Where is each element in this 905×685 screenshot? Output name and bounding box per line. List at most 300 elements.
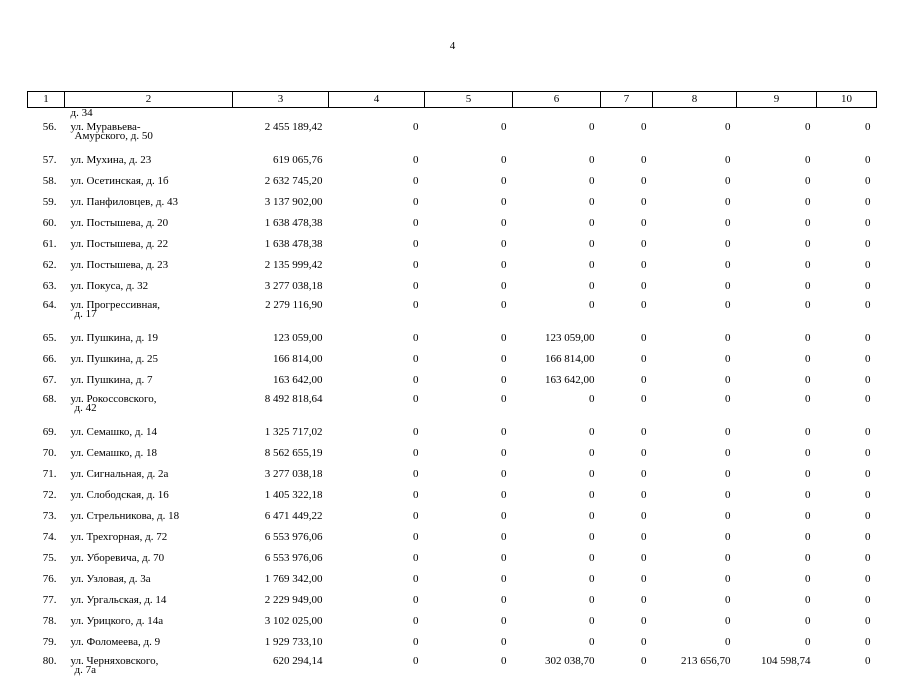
value-cell: 0: [601, 444, 653, 465]
value-cell: 0: [653, 256, 737, 277]
value-cell: 0: [817, 329, 877, 350]
value-cell: 0: [601, 277, 653, 298]
value-cell: 1 405 322,18: [233, 486, 329, 507]
value-cell: 0: [601, 172, 653, 193]
value-cell: 0: [737, 329, 817, 350]
page-number: 4: [0, 40, 905, 52]
value-cell: 0: [425, 633, 513, 654]
value-cell: 166 814,00: [233, 350, 329, 371]
table-row: [28, 570, 877, 591]
address-line: ул. Панфиловцев, д. 43: [71, 196, 233, 208]
value-cell: 0: [601, 298, 653, 329]
table-row: [28, 298, 877, 329]
address-cell: [65, 444, 233, 465]
value-cell: 0: [513, 591, 601, 612]
column-header: 6: [513, 92, 601, 108]
value-cell: 213 656,70: [653, 654, 737, 685]
table-row: [28, 507, 877, 528]
address-line: ул. Мухина, д. 23: [71, 154, 233, 166]
value-cell: 0: [817, 193, 877, 214]
value-cell: 0: [817, 298, 877, 329]
column-number-header-row: [28, 92, 877, 108]
table-row: [28, 528, 877, 549]
row-number: 65.: [28, 329, 65, 350]
value-cell: 0: [817, 507, 877, 528]
row-number: 76.: [28, 570, 65, 591]
value-cell: 0: [817, 151, 877, 172]
address-cell: [65, 329, 233, 350]
address-cell: [65, 235, 233, 256]
address-cell: [65, 214, 233, 235]
value-cell: 0: [329, 235, 425, 256]
value-cell: 0: [513, 120, 601, 151]
table-row: [28, 235, 877, 256]
value-cell: 0: [425, 444, 513, 465]
value-cell: 0: [601, 612, 653, 633]
table-row: [28, 329, 877, 350]
row-number: 61.: [28, 235, 65, 256]
row-number: 68.: [28, 392, 65, 423]
address-cell: [65, 612, 233, 633]
value-cell: 0: [425, 612, 513, 633]
table-row: [28, 591, 877, 612]
value-cell: 0: [601, 329, 653, 350]
value-cell: 619 065,76: [233, 151, 329, 172]
address-cell: [65, 371, 233, 392]
value-cell: 0: [653, 329, 737, 350]
address-line: ул. Пушкина, д. 25: [71, 353, 233, 365]
value-cell: 6 553 976,06: [233, 549, 329, 570]
address-cell: [65, 350, 233, 371]
value-cell: 620 294,14: [233, 654, 329, 685]
value-cell: 0: [601, 507, 653, 528]
column-header: 7: [601, 92, 653, 108]
value-cell: 0: [737, 214, 817, 235]
row-number: 57.: [28, 151, 65, 172]
value-cell: 0: [817, 570, 877, 591]
value-cell: 0: [425, 235, 513, 256]
address-line: ул. Пушкина, д. 7: [71, 374, 233, 386]
address-line: ул. Трехгорная, д. 72: [71, 531, 233, 543]
value-cell: 0: [817, 277, 877, 298]
address-cell: [65, 528, 233, 549]
value-cell: 0: [513, 612, 601, 633]
column-header: 9: [737, 92, 817, 108]
value-cell: 0: [329, 392, 425, 423]
value-cell: 0: [737, 465, 817, 486]
value-cell: 0: [329, 465, 425, 486]
value-cell: 1 929 733,10: [233, 633, 329, 654]
value-cell: 0: [737, 591, 817, 612]
value-cell: 1 769 342,00: [233, 570, 329, 591]
table-row: [28, 612, 877, 633]
address-cell: [65, 507, 233, 528]
value-cell: 0: [329, 570, 425, 591]
value-cell: 0: [329, 350, 425, 371]
value-cell: 123 059,00: [233, 329, 329, 350]
value-cell: 0: [737, 120, 817, 151]
value-cell: 6 471 449,22: [233, 507, 329, 528]
value-cell: 0: [653, 465, 737, 486]
value-cell: 0: [329, 612, 425, 633]
row-number: 73.: [28, 507, 65, 528]
value-cell: 0: [329, 214, 425, 235]
value-cell: 2 455 189,42: [233, 120, 329, 151]
value-cell: 0: [329, 120, 425, 151]
value-cell: 302 038,70: [513, 654, 601, 685]
value-cell: 0: [329, 371, 425, 392]
address-line: ул. Слободская, д. 16: [71, 489, 233, 501]
value-cell: 0: [601, 392, 653, 423]
value-cell: 0: [737, 549, 817, 570]
value-cell: 104 598,74: [737, 654, 817, 685]
table-row: [28, 350, 877, 371]
table-row: [28, 423, 877, 444]
row-number: 80.: [28, 654, 65, 685]
value-cell: 0: [425, 549, 513, 570]
table-row: [28, 371, 877, 392]
table-row: [28, 172, 877, 193]
value-cell: 0: [513, 256, 601, 277]
value-cell: 0: [329, 591, 425, 612]
address-line: ул. Постышева, д. 20: [71, 217, 233, 229]
value-cell: 0: [513, 193, 601, 214]
value-cell: 0: [737, 392, 817, 423]
value-cell: 0: [817, 444, 877, 465]
value-cell: 0: [817, 612, 877, 633]
address-line: ул. Сигнальная, д. 2а: [71, 468, 233, 480]
table-row: [28, 120, 877, 151]
value-cell: 0: [601, 528, 653, 549]
value-cell: 0: [817, 465, 877, 486]
value-cell: 0: [737, 423, 817, 444]
address-cell: [65, 591, 233, 612]
value-cell: 0: [737, 350, 817, 371]
value-cell: 3 277 038,18: [233, 465, 329, 486]
value-cell: 0: [737, 371, 817, 392]
address-line: д. 7а: [71, 666, 233, 675]
value-cell: 0: [653, 214, 737, 235]
value-cell: 0: [737, 633, 817, 654]
address-line: ул. Муравьева-: [71, 123, 233, 132]
value-cell: 163 642,00: [513, 371, 601, 392]
row-number: 74.: [28, 528, 65, 549]
value-cell: 0: [513, 444, 601, 465]
value-cell: 0: [425, 570, 513, 591]
value-cell: 0: [425, 277, 513, 298]
table-row: [28, 486, 877, 507]
address-line: ул. Ургальская, д. 14: [71, 594, 233, 606]
value-cell: 1 325 717,02: [233, 423, 329, 444]
value-cell: 0: [513, 528, 601, 549]
value-cell: 0: [653, 549, 737, 570]
value-cell: 0: [601, 350, 653, 371]
value-cell: 0: [513, 465, 601, 486]
value-cell: 0: [737, 486, 817, 507]
value-cell: 0: [329, 172, 425, 193]
value-cell: 0: [425, 654, 513, 685]
address-line: д. 42: [71, 404, 233, 413]
value-cell: 0: [653, 235, 737, 256]
value-cell: 0: [329, 486, 425, 507]
value-cell: 0: [653, 633, 737, 654]
value-cell: 0: [513, 570, 601, 591]
value-cell: 0: [425, 172, 513, 193]
address-line: ул. Осетинская, д. 1б: [71, 175, 233, 187]
value-cell: 0: [329, 329, 425, 350]
continuation-text: д. 34: [65, 108, 233, 121]
value-cell: 0: [817, 528, 877, 549]
table-row: [28, 214, 877, 235]
table-row: [28, 151, 877, 172]
value-cell: 0: [601, 214, 653, 235]
address-line: ул. Урицкого, д. 14а: [71, 615, 233, 627]
value-cell: 0: [653, 528, 737, 549]
table-row: [28, 277, 877, 298]
value-cell: 6 553 976,06: [233, 528, 329, 549]
value-cell: 0: [737, 528, 817, 549]
value-cell: 0: [817, 371, 877, 392]
table-row: [28, 392, 877, 423]
value-cell: 0: [653, 151, 737, 172]
value-cell: 0: [817, 235, 877, 256]
value-cell: 0: [329, 423, 425, 444]
address-line: ул. Узловая, д. 3а: [71, 573, 233, 585]
value-cell: 0: [737, 172, 817, 193]
row-number: 58.: [28, 172, 65, 193]
row-number: 79.: [28, 633, 65, 654]
address-cell: [65, 549, 233, 570]
value-cell: 0: [601, 486, 653, 507]
value-cell: 0: [817, 214, 877, 235]
value-cell: 0: [817, 591, 877, 612]
data-table-container: [27, 91, 876, 685]
value-cell: 0: [513, 633, 601, 654]
address-line: ул. Покуса, д. 32: [71, 280, 233, 292]
row-number: 56.: [28, 120, 65, 151]
value-cell: 0: [737, 507, 817, 528]
value-cell: 1 638 478,38: [233, 235, 329, 256]
address-cell: [65, 392, 233, 423]
table-row: [28, 654, 877, 685]
address-line: ул. Стрельникова, д. 18: [71, 510, 233, 522]
value-cell: 0: [601, 570, 653, 591]
value-cell: 0: [513, 549, 601, 570]
value-cell: 163 642,00: [233, 371, 329, 392]
value-cell: 0: [817, 256, 877, 277]
table-row: [28, 444, 877, 465]
table-row: [28, 549, 877, 570]
table-row: [28, 465, 877, 486]
value-cell: 0: [653, 120, 737, 151]
value-cell: 0: [425, 371, 513, 392]
address-cell: [65, 172, 233, 193]
value-cell: 0: [653, 570, 737, 591]
row-number: 75.: [28, 549, 65, 570]
value-cell: 0: [329, 633, 425, 654]
value-cell: 0: [817, 350, 877, 371]
row-number: 67.: [28, 371, 65, 392]
value-cell: 0: [817, 633, 877, 654]
value-cell: 0: [513, 151, 601, 172]
value-cell: 0: [513, 392, 601, 423]
address-line: ул. Пушкина, д. 19: [71, 332, 233, 344]
value-cell: 0: [817, 392, 877, 423]
value-cell: 0: [653, 193, 737, 214]
address-line: ул. Прогрессивная,: [71, 301, 233, 310]
row-number: 70.: [28, 444, 65, 465]
address-cell: [65, 423, 233, 444]
value-cell: 0: [329, 549, 425, 570]
row-number: 71.: [28, 465, 65, 486]
address-line: д. 17: [71, 310, 233, 319]
value-cell: 0: [329, 256, 425, 277]
value-cell: 3 137 902,00: [233, 193, 329, 214]
value-cell: 3 277 038,18: [233, 277, 329, 298]
address-cell: [65, 256, 233, 277]
value-cell: 0: [601, 465, 653, 486]
row-number: 62.: [28, 256, 65, 277]
value-cell: 0: [653, 371, 737, 392]
address-cell: [65, 277, 233, 298]
value-cell: 0: [737, 256, 817, 277]
value-cell: 0: [601, 151, 653, 172]
value-cell: 0: [653, 298, 737, 329]
value-cell: 8 492 818,64: [233, 392, 329, 423]
row-number: 60.: [28, 214, 65, 235]
address-cell: [65, 465, 233, 486]
value-cell: 8 562 655,19: [233, 444, 329, 465]
address-cell: [65, 120, 233, 151]
column-header: 10: [817, 92, 877, 108]
value-cell: 123 059,00: [513, 329, 601, 350]
address-line: Амурского, д. 50: [71, 132, 233, 141]
address-line: ул. Семашко, д. 18: [71, 447, 233, 459]
row-number: 72.: [28, 486, 65, 507]
value-cell: 0: [653, 172, 737, 193]
value-cell: 0: [425, 298, 513, 329]
value-cell: 0: [601, 591, 653, 612]
value-cell: 0: [737, 612, 817, 633]
value-cell: 0: [425, 329, 513, 350]
value-cell: 0: [653, 507, 737, 528]
value-cell: 0: [737, 444, 817, 465]
table-row: [28, 633, 877, 654]
address-line: ул. Постышева, д. 22: [71, 238, 233, 250]
value-cell: 2 135 999,42: [233, 256, 329, 277]
value-cell: 2 279 116,90: [233, 298, 329, 329]
value-cell: 0: [513, 235, 601, 256]
value-cell: 0: [425, 350, 513, 371]
value-cell: 0: [329, 654, 425, 685]
value-cell: 0: [425, 151, 513, 172]
row-number: 63.: [28, 277, 65, 298]
address-cell: [65, 654, 233, 685]
value-cell: 0: [425, 423, 513, 444]
row-number: 78.: [28, 612, 65, 633]
value-cell: 0: [653, 591, 737, 612]
value-cell: 0: [817, 120, 877, 151]
address-line: ул. Уборевича, д. 70: [71, 552, 233, 564]
value-cell: 0: [817, 654, 877, 685]
value-cell: 0: [513, 486, 601, 507]
row-number: 66.: [28, 350, 65, 371]
address-cell: [65, 633, 233, 654]
address-line: ул. Фоломеева, д. 9: [71, 636, 233, 648]
value-cell: 0: [513, 507, 601, 528]
table-body: [28, 108, 877, 685]
value-cell: 0: [737, 570, 817, 591]
data-table: [27, 91, 877, 685]
value-cell: 0: [425, 507, 513, 528]
value-cell: 0: [425, 465, 513, 486]
address-line: ул. Семашко, д. 14: [71, 426, 233, 438]
address-cell: [65, 193, 233, 214]
value-cell: 0: [425, 120, 513, 151]
value-cell: 0: [653, 444, 737, 465]
value-cell: 0: [425, 528, 513, 549]
value-cell: 0: [653, 277, 737, 298]
value-cell: 0: [737, 235, 817, 256]
address-cell: [65, 570, 233, 591]
table-row: [28, 193, 877, 214]
value-cell: 0: [737, 193, 817, 214]
value-cell: 3 102 025,00: [233, 612, 329, 633]
value-cell: 166 814,00: [513, 350, 601, 371]
value-cell: 0: [601, 256, 653, 277]
value-cell: 0: [817, 423, 877, 444]
continuation-row: [28, 108, 877, 121]
value-cell: 0: [601, 120, 653, 151]
table-row: [28, 256, 877, 277]
value-cell: 0: [513, 172, 601, 193]
value-cell: 0: [513, 214, 601, 235]
address-cell: [65, 486, 233, 507]
value-cell: 0: [329, 193, 425, 214]
value-cell: 0: [425, 392, 513, 423]
address-line: ул. Постышева, д. 23: [71, 259, 233, 271]
column-header: 3: [233, 92, 329, 108]
address-line: ул. Рокоссовского,: [71, 395, 233, 404]
value-cell: 0: [817, 549, 877, 570]
value-cell: 0: [653, 392, 737, 423]
value-cell: 0: [329, 528, 425, 549]
value-cell: 0: [653, 423, 737, 444]
row-number: 77.: [28, 591, 65, 612]
value-cell: 0: [653, 486, 737, 507]
address-cell: [65, 298, 233, 329]
value-cell: 0: [817, 172, 877, 193]
value-cell: 0: [329, 444, 425, 465]
row-number: 59.: [28, 193, 65, 214]
value-cell: 0: [425, 214, 513, 235]
address-line: ул. Черняховского,: [71, 657, 233, 666]
column-header: 1: [28, 92, 65, 108]
value-cell: 0: [329, 151, 425, 172]
value-cell: 1 638 478,38: [233, 214, 329, 235]
value-cell: 2 632 745,20: [233, 172, 329, 193]
column-header: 5: [425, 92, 513, 108]
value-cell: 0: [329, 298, 425, 329]
value-cell: 0: [329, 277, 425, 298]
value-cell: 0: [513, 423, 601, 444]
value-cell: 0: [601, 193, 653, 214]
row-number: 64.: [28, 298, 65, 329]
row-number: 69.: [28, 423, 65, 444]
value-cell: 0: [513, 298, 601, 329]
value-cell: 0: [425, 193, 513, 214]
value-cell: 0: [513, 277, 601, 298]
